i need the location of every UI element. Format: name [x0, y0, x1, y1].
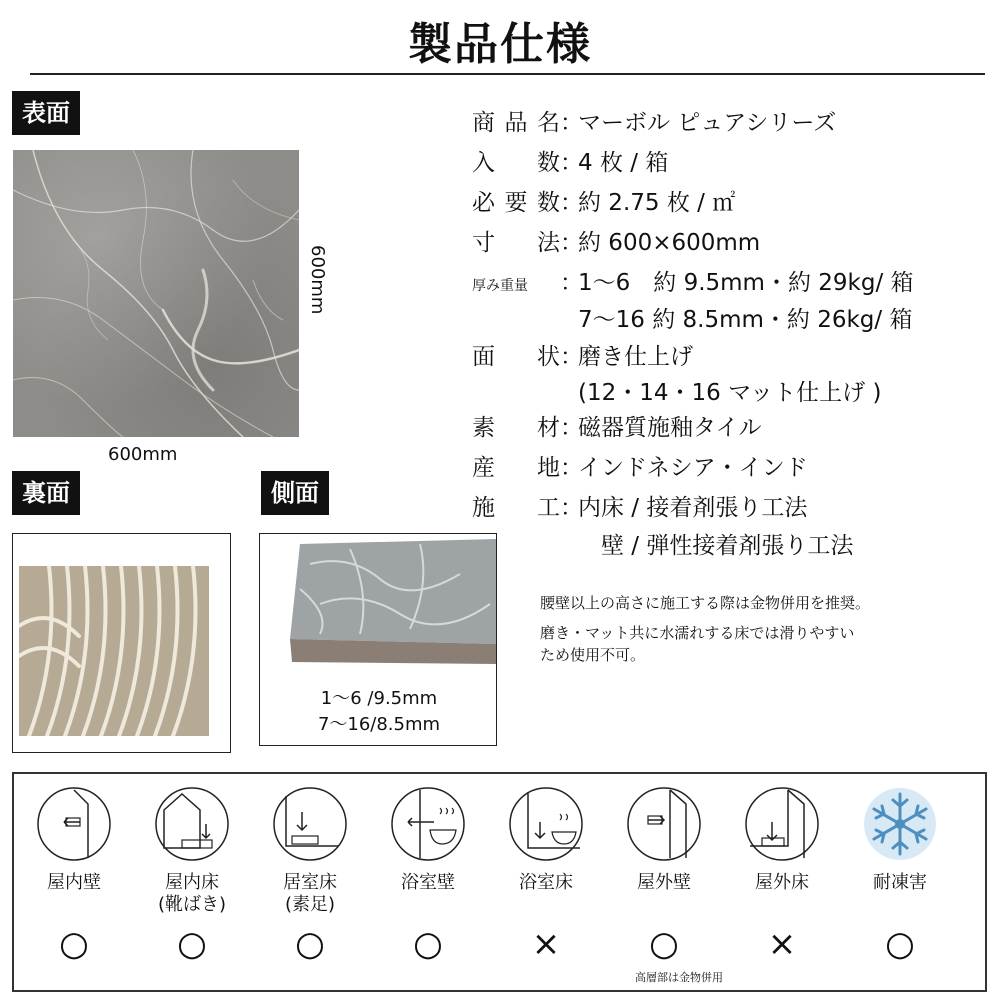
usage-mark: ○	[59, 924, 89, 964]
outdoor-floor-icon	[744, 786, 820, 862]
spec-label: 施 工	[472, 495, 560, 521]
spec-value: 1〜6 約 9.5mm・約 29kg/ 箱	[578, 270, 914, 296]
spec-colon: ：	[560, 495, 583, 521]
usage-label-wrap	[250, 872, 370, 916]
spec-value: 4 枚 / 箱	[578, 150, 669, 176]
usage-footnote: 高層部は金物併用	[635, 971, 723, 984]
spec-colon: ：	[560, 110, 583, 136]
usage-item-room-floor	[250, 774, 370, 994]
usage-mark: ○	[649, 924, 679, 964]
outdoor-wall-icon	[626, 786, 702, 862]
spec-colon: ：	[560, 455, 583, 481]
usage-item-frost	[840, 774, 960, 994]
spec-colon: ：	[560, 270, 583, 296]
spec-colon: ：	[560, 190, 583, 216]
spec-colon: ：	[560, 150, 583, 176]
indoor-wall-icon	[36, 786, 112, 862]
spec-value: 約 600×600mm	[578, 230, 761, 256]
usage-item-outdoor-floor	[722, 774, 842, 994]
spec-value: 内床 / 接着剤張り工法	[578, 495, 808, 521]
spec-colon: ：	[560, 344, 583, 370]
usage-mark: ○	[295, 924, 325, 964]
bath-floor-icon	[508, 786, 584, 862]
usage-label: 屋内床	[165, 872, 219, 893]
usage-label: 屋外壁	[637, 872, 691, 893]
note-2: 磨き・マット共に水濡れする床では滑りやすい	[540, 624, 855, 642]
spec-row	[472, 224, 760, 257]
tag-front: 表面	[12, 91, 80, 135]
spec-value: マーボル ピュアシリーズ	[578, 110, 837, 136]
spec-row	[472, 449, 808, 482]
note-1: 腰壁以上の高さに施工する際は金物併用を推奨。	[540, 594, 871, 612]
tile-back-image	[12, 533, 231, 753]
dimension-height: 600mm	[307, 245, 328, 315]
usage-label: 浴室床	[519, 872, 573, 893]
spec-label: 素 材	[472, 415, 560, 441]
tile-side-image	[259, 533, 497, 746]
usage-item-indoor-wall	[14, 774, 134, 994]
usage-mark: ○	[177, 924, 207, 964]
usage-item-bath-floor	[486, 774, 606, 994]
usage-item-outdoor-wall	[604, 774, 724, 994]
dimension-height-wrap	[300, 245, 330, 345]
usage-mark: ×	[531, 924, 561, 964]
usage-sublabel: (素足)	[284, 894, 336, 915]
usage-label: 居室床	[283, 872, 337, 893]
usage-mark: ○	[413, 924, 443, 964]
spec-value: インドネシア・インド	[578, 455, 808, 481]
bath-wall-icon	[390, 786, 466, 862]
spec-colon: ：	[560, 415, 583, 441]
tag-side: 側面	[261, 471, 329, 515]
usage-label: 浴室壁	[401, 872, 455, 893]
side-caption-line1: 1〜6 /9.5mm	[320, 688, 438, 709]
room-floor-icon	[272, 786, 348, 862]
usage-panel	[12, 772, 987, 992]
tile-back-surface	[19, 566, 209, 736]
spec-row	[472, 301, 912, 334]
spec-row	[472, 184, 735, 217]
spec-row	[472, 144, 668, 177]
spec-value: 磨き仕上げ	[578, 344, 693, 370]
title-divider	[30, 73, 985, 75]
spec-label: 産 地	[472, 455, 560, 481]
spec-row	[472, 374, 881, 407]
usage-mark: ×	[767, 924, 797, 964]
usage-label: 屋外床	[755, 872, 809, 893]
side-caption-line2: 7〜16/8.5mm	[317, 714, 441, 735]
spec-value: 壁 / 弾性接着剤張り工法	[578, 533, 854, 559]
spec-value: 約 2.75 枚 / ㎡	[578, 190, 736, 216]
spec-row	[472, 527, 853, 560]
spec-label: 商品名	[472, 110, 560, 136]
spec-label: 面 状	[472, 344, 560, 370]
usage-sublabel: (靴ばき)	[157, 894, 227, 915]
back-ridges	[19, 566, 209, 736]
note-3: ため使用不可。	[540, 646, 646, 664]
spec-label: 厚み重量	[472, 278, 528, 294]
spec-row	[472, 489, 807, 522]
usage-item-bath-wall	[368, 774, 488, 994]
spec-colon: ：	[560, 230, 583, 256]
usage-mark: ○	[885, 924, 915, 964]
spec-value: 磁器質施釉タイル	[578, 415, 762, 441]
tag-back: 裏面	[12, 471, 80, 515]
side-tile-drawing	[260, 534, 497, 674]
spec-row	[472, 264, 914, 297]
spec-label: 寸 法	[472, 230, 560, 256]
indoor-floor-icon	[154, 786, 230, 862]
usage-item-indoor-floor	[132, 774, 252, 994]
snowflake-icon	[862, 786, 938, 862]
marble-veins	[13, 150, 299, 437]
dimension-width: 600mm	[108, 444, 178, 465]
spec-value: (12・14・16 マット仕上げ )	[578, 380, 882, 406]
page-title: 製品仕様	[408, 19, 592, 70]
spec-label: 入 数	[472, 150, 560, 176]
spec-value: 7〜16 約 8.5mm・約 26kg/ 箱	[578, 307, 913, 333]
spec-label: 必要数	[472, 190, 560, 216]
usage-label: 屋内壁	[47, 872, 101, 893]
marble-front-image	[13, 150, 299, 437]
usage-label: 耐凍害	[873, 872, 927, 893]
spec-row	[472, 104, 836, 137]
usage-label-wrap	[132, 872, 252, 916]
spec-row	[472, 409, 762, 442]
spec-row	[472, 338, 693, 371]
